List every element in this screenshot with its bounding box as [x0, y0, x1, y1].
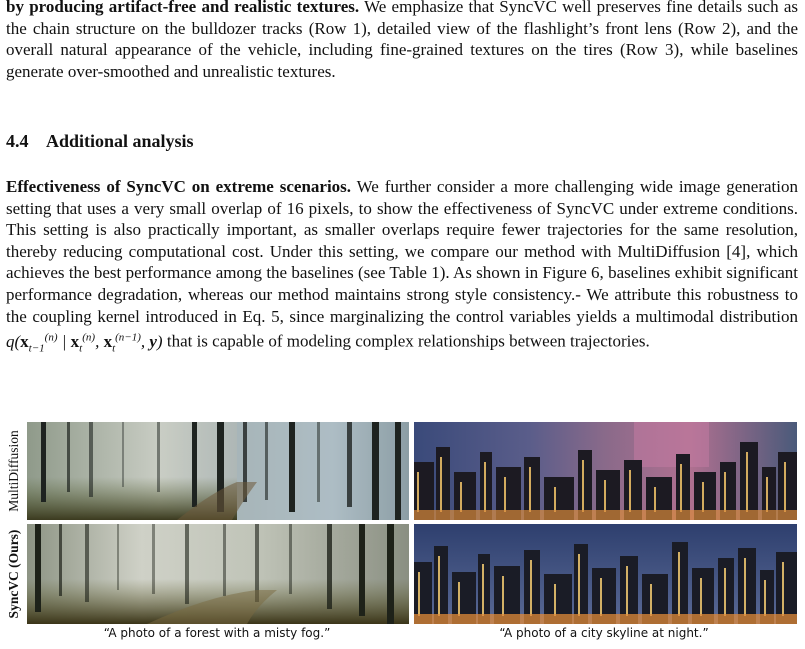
caption-city: “A photo of a city skyline at night.”: [499, 626, 709, 640]
city-multidiffusion-image: [414, 422, 797, 520]
row-label-syncvc: SyncVC (Ours): [6, 529, 21, 619]
figure-comparison: [0, 420, 805, 649]
paragraph-extreme-lead: Effectiveness of SyncVC on extreme scenarios.: [6, 177, 352, 196]
section-number: 4.4: [6, 131, 29, 151]
paragraph-extreme: [6, 176, 798, 360]
paragraph-results-lead: by producing artifact-free and realistic textures.: [6, 0, 360, 16]
paragraph-extreme-tail: that is capable of modeling complex relationships between trajectories.: [162, 331, 650, 351]
forest-multidiffusion-image: [27, 422, 409, 520]
section-title: Additional analysis: [46, 131, 194, 151]
paragraph-extreme-text: We further consider a more challenging wide image generation setting that uses a very small overlap of 16 pixels, to show the effectiveness of SyncVC under extreme conditions. This setting is also practically important, as smaller overlaps require fewer trajectories for the same resolution, thereby reducing computational cost. Under this setting, we compare our method with MultiDiffusion [4], which achieves the best performance among the baselines (see Table 1). As shown in Figure 6, baselines exhibit significant performance degradation, whereas our method maintains strong style consistency.- We attribute this robustness to the coupling kernel introduced in Eq. 5, since marginalizing the control variables yields a multimodal distribution: [6, 177, 798, 326]
distribution-formula: $q(x_{t-1}^{(n)}$ | $x_t^{(n)}$, $x_t^{(n-1)}$, y): [6, 331, 163, 355]
caption-forest: “A photo of a forest with a misty fog.”: [103, 626, 331, 640]
row-label-multidiffusion: MultiDiffusion: [6, 430, 21, 512]
section-heading: [6, 131, 194, 152]
paragraph-results: [6, 0, 798, 82]
city-syncvc-image: [414, 524, 797, 624]
forest-syncvc-image: [27, 524, 409, 624]
paragraph-results-text: We emphasize that SyncVC well preserves fine details such as the chain structure on the bulldozer tracks (Row 1), detailed view of the flashlight’s front lens (Row 2), and the overall natural appearance of the vehicle, including fine-grained textures on the tires (Row 3), while baselines generate over-smoothed and unrealistic textures.: [6, 0, 798, 81]
